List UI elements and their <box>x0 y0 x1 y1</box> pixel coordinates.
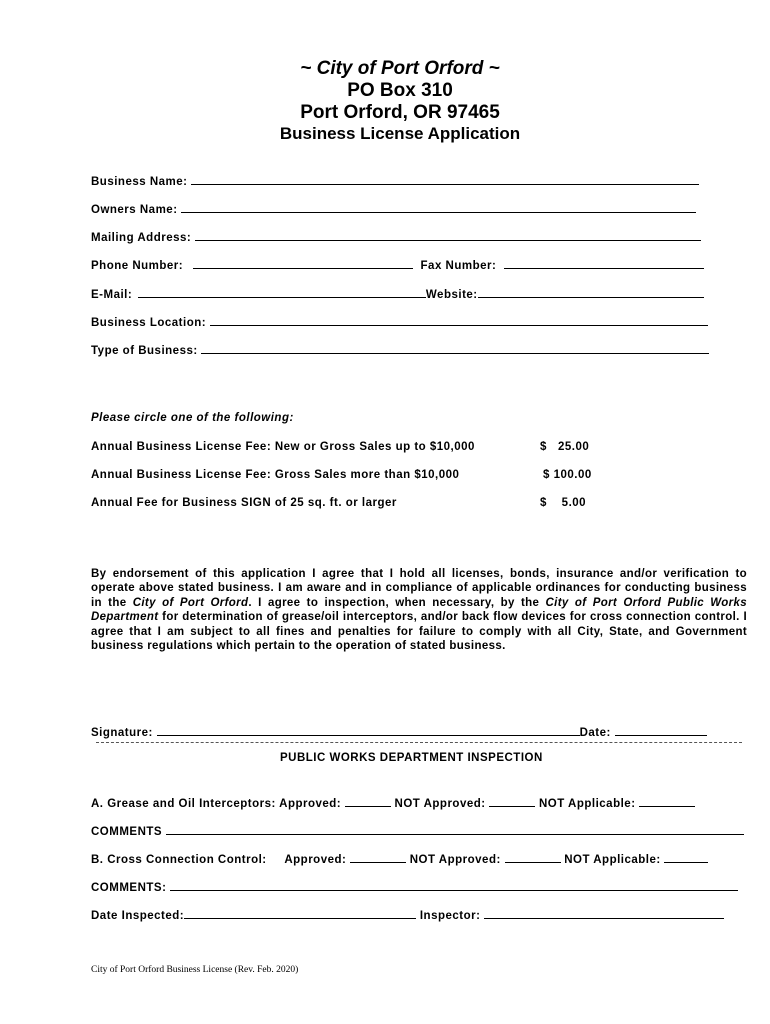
comments-label-1: COMMENTS <box>91 826 163 838</box>
email-field[interactable] <box>138 286 426 298</box>
grease-not-approved-label: NOT Approved: <box>394 798 486 810</box>
date-inspected-field[interactable] <box>184 907 416 919</box>
endorsement-text-2: . I agree to inspection, when necessary, by the <box>248 596 546 609</box>
fee-gross-label[interactable]: Annual Business License Fee: Gross Sales more than $10,000 <box>91 469 460 481</box>
cross-approved-label: Approved: <box>284 854 347 866</box>
endorsement-text-3: for determination of grease/oil interceptors, and/or back flow devices for cross connection control. I agree that I am subject to all fines and penalties for failure to comply with all City, State, and Government business regulations which pertain to the operation of stated business. <box>91 611 747 653</box>
website-label: Website: <box>425 289 478 301</box>
signature-row <box>91 724 707 739</box>
business-location-row <box>91 314 708 329</box>
business-name-row <box>91 173 699 188</box>
form-title: Business License Application <box>279 124 521 143</box>
fax-number-label: Fax Number: <box>420 260 497 272</box>
cross-not-approved-label: NOT Approved: <box>409 854 501 866</box>
phone-number-label: Phone Number: <box>91 260 184 272</box>
fee-sign-amount[interactable]: $ 5.00 <box>540 497 587 509</box>
owners-name-field[interactable] <box>181 201 696 213</box>
business-location-field[interactable] <box>210 314 708 326</box>
grease-approved-field[interactable] <box>345 795 391 807</box>
fee-new-amount[interactable]: $ 25.00 <box>540 441 590 453</box>
grease-not-applicable-label: NOT Applicable: <box>539 798 636 810</box>
city-address: Port Orford, OR 97465 <box>300 102 500 123</box>
phone-fax-row <box>91 257 704 272</box>
date-field[interactable] <box>615 724 707 736</box>
signature-field[interactable] <box>157 724 580 736</box>
owners-name-row <box>91 201 696 216</box>
type-of-business-row <box>91 342 709 357</box>
city-title: ~ City of Port Orford ~ <box>300 58 500 79</box>
grease-not-applicable-field[interactable] <box>639 795 695 807</box>
grease-oil-row <box>91 795 695 810</box>
grease-oil-label: A. Grease and Oil Interceptors: <box>91 798 276 810</box>
business-name-label: Business Name: <box>91 176 188 188</box>
comments-label-2: COMMENTS: <box>91 882 167 894</box>
fee-new-label[interactable]: Annual Business License Fee: New or Gross Sales up to $10,000 <box>91 441 475 453</box>
cross-connection-label: B. Cross Connection Control: <box>91 854 267 866</box>
inspector-field[interactable] <box>484 907 724 919</box>
date-label: Date: <box>579 727 611 739</box>
signature-label: Signature: <box>91 727 153 739</box>
mailing-address-field[interactable] <box>195 229 701 241</box>
comments-row-1 <box>91 823 744 838</box>
business-location-label: Business Location: <box>91 317 207 329</box>
phone-number-field[interactable] <box>193 257 413 269</box>
mailing-address-label: Mailing Address: <box>91 232 192 244</box>
cross-not-applicable-label: NOT Applicable: <box>564 854 661 866</box>
grease-not-approved-field[interactable] <box>489 795 535 807</box>
grease-approved-label: Approved: <box>279 798 342 810</box>
cross-approved-field[interactable] <box>350 851 406 863</box>
date-inspected-label: Date Inspected: <box>91 910 185 922</box>
fee-instruction: Please circle one of the following: <box>91 412 294 424</box>
endorsement-paragraph <box>91 567 747 653</box>
endorsement-city-name: City of Port Orford <box>132 596 249 609</box>
email-website-row <box>91 286 704 301</box>
comments-row-2 <box>91 879 738 894</box>
footer-revision: City of Port Orford Business License (Rev. Feb. 2020) <box>91 965 299 975</box>
comments-field-2[interactable] <box>170 879 738 891</box>
cross-not-approved-field[interactable] <box>505 851 561 863</box>
website-field[interactable] <box>478 286 704 298</box>
business-name-field[interactable] <box>191 173 699 185</box>
mailing-address-row <box>91 229 701 244</box>
owners-name-label: Owners Name: <box>91 204 178 216</box>
cross-connection-row <box>91 851 708 866</box>
comments-field-1[interactable] <box>166 823 744 835</box>
endorsement-text-1: By endorsement of this application I agree that I hold all licenses, bonds, insurance and/or verification to operate above stated business. I am aware and in compliance of applicable ordinances for conducting business in the <box>91 568 747 609</box>
inspection-heading: PUBLIC WORKS DEPARTMENT INSPECTION <box>280 752 543 764</box>
date-inspector-row <box>91 907 724 922</box>
type-of-business-field[interactable] <box>201 342 709 354</box>
fee-sign-label[interactable]: Annual Fee for Business SIGN of 25 sq. ft. or larger <box>91 497 397 509</box>
type-of-business-label: Type of Business: <box>91 345 198 357</box>
cut-line-divider <box>96 742 742 743</box>
endorsement-department-name: City of Port Orford Public Works Department <box>91 596 747 624</box>
fee-gross-amount[interactable]: $ 100.00 <box>543 469 592 481</box>
email-label: E-Mail: <box>91 289 133 301</box>
po-box: PO Box 310 <box>347 80 453 101</box>
inspector-label: Inspector: <box>419 910 481 922</box>
fax-number-field[interactable] <box>504 257 704 269</box>
cross-not-applicable-field[interactable] <box>664 851 708 863</box>
